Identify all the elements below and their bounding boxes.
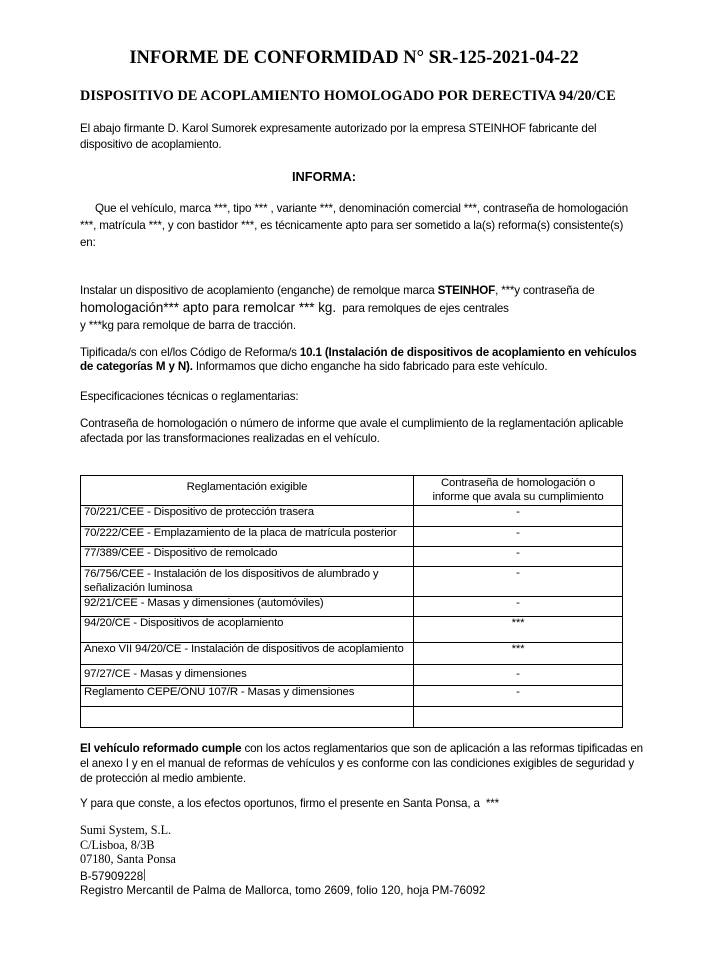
value-cell: *** [414, 643, 623, 665]
report-subtitle: DISPOSITIVO DE ACOPLAMIENTO HOMOLOGADO POR DERECTIVA 94/20/CE [80, 88, 616, 104]
informa-heading: INFORMA: [292, 169, 356, 184]
company-street: C/Lisboa, 8/3B [80, 837, 155, 852]
company-city: 07180, Santa Ponsa [80, 852, 176, 866]
vehicle-paragraph [80, 200, 628, 251]
header-reglamentacion: Reglamentación exigible [81, 476, 414, 506]
table-row [81, 686, 623, 707]
compliance-line: de protección al medio ambiente. [80, 772, 246, 785]
contrasena-line: Contraseña de homologación o número de informe que avale el cumplimiento de la reglamentación aplicable [80, 417, 624, 430]
closing-line: Y para que conste, a los efectos oportunos, firmo el presente en Santa Ponsa, a *** [80, 797, 500, 810]
table-row [81, 506, 623, 527]
reg-cell: 70/222/CEE - Emplazamiento de la placa de matrícula posterior [81, 527, 414, 547]
install-line: homologación*** apto para remolcar *** kg. para remolques de ejes centrales [80, 300, 509, 315]
tipificada-paragraph [80, 346, 637, 374]
install-line: Instalar un dispositivo de acoplamiento (enganche) de remolque marca STEINHOF, ***y contraseña de [80, 284, 595, 297]
header-contrasena: Contraseña de homologación o informe que avala su cumplimiento [414, 476, 623, 506]
reg-cell: 77/389/CEE - Dispositivo de remolcado [81, 547, 414, 567]
intro-paragraph [80, 121, 596, 153]
table-row [81, 527, 623, 547]
regulations-table [80, 475, 623, 728]
contrasena-paragraph [80, 416, 623, 446]
reg-cell: Anexo VII 94/20/CE - Instalación de dispositivos de acoplamiento [81, 643, 414, 665]
vehicle-line: Que el vehículo, marca ***, tipo *** , variante ***, denominación comercial ***, contraseña de homologación [95, 202, 629, 215]
table-header-row [81, 476, 623, 506]
table-row [81, 547, 623, 567]
compliance-line: el anexo I y en el manual de reformas de vehículos y es conforme con las condiciones exigibles de seguridad y [80, 757, 634, 770]
value-cell [414, 707, 623, 728]
value-cell: *** [414, 617, 623, 643]
contrasena-line: afectada por las transformaciones realizadas en el vehículo. [80, 432, 380, 445]
company-block [80, 823, 485, 899]
table-row-empty [81, 707, 623, 728]
vehicle-line: en: [80, 236, 96, 249]
table-row [81, 617, 623, 643]
value-cell: - [414, 665, 623, 686]
table-row [81, 567, 623, 597]
tipificada-line: de categorías M y N). Informamos que dicho enganche ha sido fabricado para este vehículo. [80, 360, 548, 373]
value-cell: - [414, 527, 623, 547]
value-cell: - [414, 567, 623, 597]
brand-name: STEINHOF [437, 284, 496, 297]
reg-cell: 97/27/CE - Masas y dimensiones [81, 665, 414, 686]
compliance-line: El vehículo reformado cumple con los actos reglamentarios que son de aplicación a las reformas tipificadas en [80, 742, 643, 755]
reg-cell [81, 707, 414, 728]
reg-cell: 70/221/CEE - Dispositivo de protección trasera [81, 506, 414, 527]
install-paragraph [80, 282, 595, 334]
company-tax-id: B-57909228 [80, 869, 144, 883]
text-cursor [144, 869, 145, 881]
reg-cell: Reglamento CEPE/ONU 107/R - Masas y dimensiones [81, 686, 414, 707]
reg-cell: 76/756/CEE - Instalación de los dispositivos de alumbrado y señalización luminosa [81, 567, 414, 597]
reg-cell: 92/21/CEE - Masas y dimensiones (automóviles) [81, 597, 414, 617]
company-registry: Registro Mercantil de Palma de Mallorca, tomo 2609, folio 120, hoja PM-76092 [80, 884, 486, 897]
install-line: y ***kg para remolque de barra de tracción. [80, 319, 296, 332]
reg-cell: 94/20/CE - Dispositivos de acoplamiento [81, 617, 414, 643]
value-cell: - [414, 686, 623, 707]
value-cell: - [414, 597, 623, 617]
company-name: Sumi System, S.L. [80, 823, 172, 837]
specs-label: Especificaciones técnicas o reglamentarias: [80, 390, 299, 403]
tipificada-line: Tipificada/s con el/los Código de Reforma/s 10.1 (Instalación de dispositivos de acoplamiento en vehículos [80, 346, 637, 359]
vehicle-line: ***, matrícula ***, y con bastidor ***, es técnicamente apto para ser sometido a la(s) reforma(s) consistente(s) [80, 219, 624, 232]
table-row [81, 643, 623, 665]
report-title: INFORME DE CONFORMIDAD N° SR-125-2021-04-22 [129, 48, 579, 68]
intro-line: El abajo firmante D. Karol Sumorek expresamente autorizado por la empresa STEINHOF fabricante del [80, 122, 597, 135]
compliance-paragraph [80, 741, 643, 786]
value-cell: - [414, 547, 623, 567]
table-row [81, 597, 623, 617]
table-row [81, 665, 623, 686]
intro-line: dispositivo de acoplamiento. [80, 138, 222, 151]
value-cell: - [414, 506, 623, 527]
